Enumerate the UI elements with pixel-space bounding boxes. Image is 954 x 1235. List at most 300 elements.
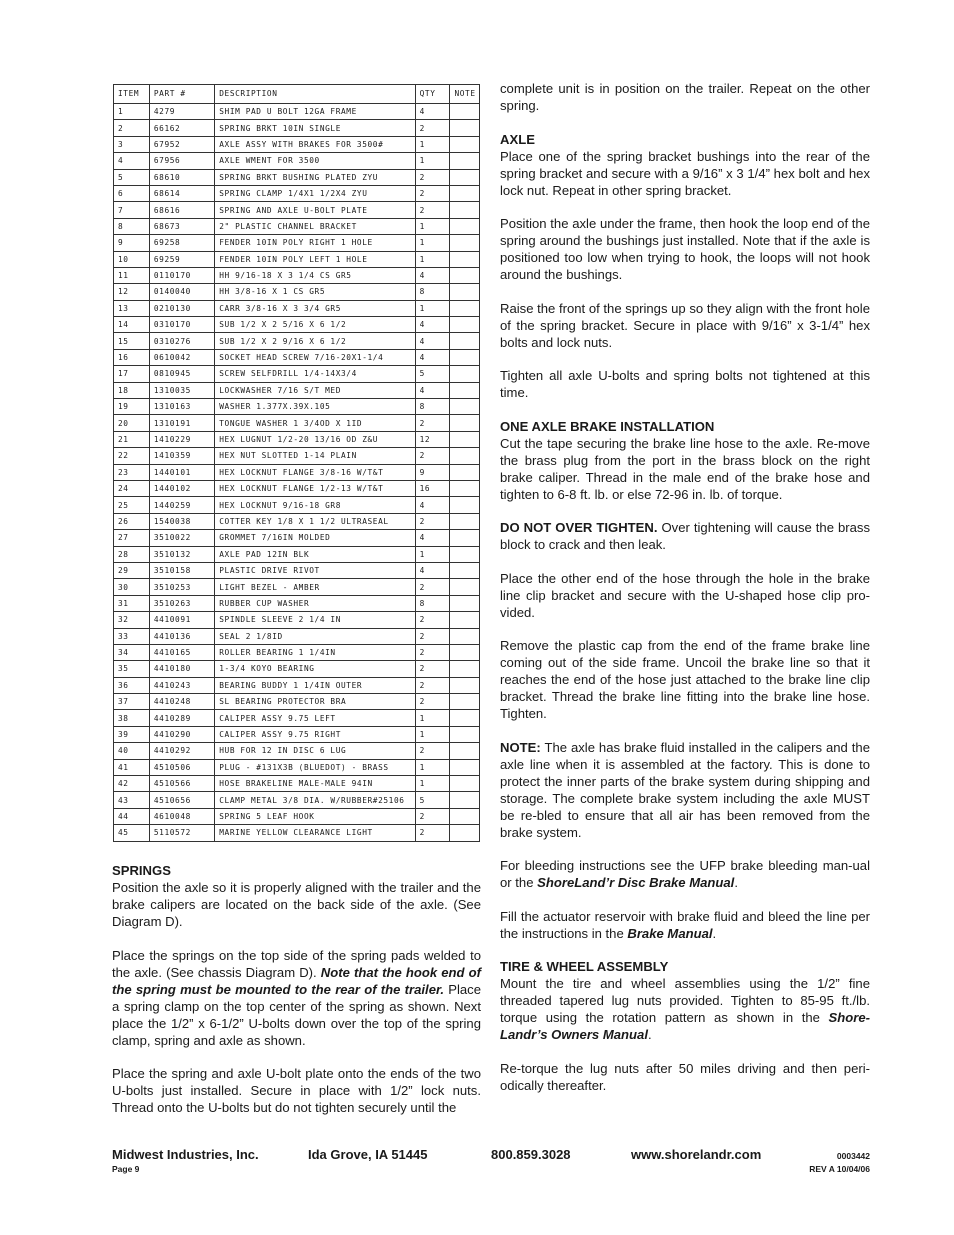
cell-qty: 2	[415, 628, 450, 644]
cell-qty: 1	[415, 136, 450, 152]
cell-qty: 5	[415, 366, 450, 382]
cell-qty: 2	[415, 661, 450, 677]
table-row	[114, 284, 480, 300]
fill-text: Fill the actuator reservoir with brake fluid and bleed the line per the instructions in the	[500, 908, 870, 941]
table-row	[114, 464, 480, 480]
cell-note	[450, 759, 480, 775]
cell-item: 38	[114, 710, 150, 726]
cell-note	[450, 136, 480, 152]
cell-item: 9	[114, 235, 150, 251]
cell-description: FENDER 10IN POLY LEFT 1 HOLE	[215, 251, 415, 267]
axle-heading: AXLE	[500, 131, 535, 147]
cell-qty: 4	[415, 349, 450, 365]
cell-item: 27	[114, 530, 150, 546]
table-row	[114, 317, 480, 333]
table-row	[114, 497, 480, 513]
table-row	[114, 399, 480, 415]
cell-note	[450, 251, 480, 267]
cell-item: 31	[114, 595, 150, 611]
cell-qty: 2	[415, 185, 450, 201]
cell-qty: 2	[415, 612, 450, 628]
cell-item: 5	[114, 169, 150, 185]
cell-description: FENDER 10IN POLY RIGHT 1 HOLE	[215, 235, 415, 251]
cell-qty: 2	[415, 120, 450, 136]
table-row	[114, 579, 480, 595]
table-row	[114, 808, 480, 824]
cell-description: HEX LUGNUT 1/2-20 13/16 OD Z&U	[215, 431, 415, 447]
cell-description: COTTER KEY 1/8 X 1 1/2 ULTRASEAL	[215, 513, 415, 529]
cell-qty: 1	[415, 776, 450, 792]
cell-part: 3510022	[149, 530, 214, 546]
table-row	[114, 235, 480, 251]
brake-heading: ONE AXLE BRAKE INSTALLATION	[500, 418, 715, 434]
cell-item: 29	[114, 562, 150, 578]
table-row	[114, 251, 480, 267]
cell-description: SPINDLE SLEEVE 2 1/4 IN	[215, 612, 415, 628]
cell-part: 5110572	[149, 825, 214, 841]
cell-qty: 5	[415, 792, 450, 808]
cell-note	[450, 776, 480, 792]
cell-description: AXLE PAD 12IN BLK	[215, 546, 415, 562]
cell-part: 69258	[149, 235, 214, 251]
cell-part: 1410229	[149, 431, 214, 447]
cell-note	[450, 382, 480, 398]
cell-item: 11	[114, 267, 150, 283]
cell-description: SL BEARING PROTECTOR BRA	[215, 694, 415, 710]
cell-note	[450, 530, 480, 546]
cell-description: WASHER 1.377X.39X.105	[215, 399, 415, 415]
cell-item: 30	[114, 579, 150, 595]
footer-doc-number: 0003442	[836, 1151, 870, 1161]
cell-qty: 2	[415, 644, 450, 660]
cell-note	[450, 464, 480, 480]
tire-heading: TIRE & WHEEL ASSEMBLY	[500, 959, 669, 974]
note-label: NOTE:	[500, 739, 541, 755]
table-row	[114, 710, 480, 726]
cell-description: 1-3/4 KOYO BEARING	[215, 661, 415, 677]
cell-part: 0110170	[149, 267, 214, 283]
cell-note	[450, 235, 480, 251]
cell-part: 1540038	[149, 513, 214, 529]
continued-paragraph: complete unit is in position on the trailer. Repeat on the other spring.	[500, 81, 870, 113]
cell-note	[450, 399, 480, 415]
table-row	[114, 694, 480, 710]
cell-item: 14	[114, 317, 150, 333]
cell-part: 67956	[149, 153, 214, 169]
cell-qty: 2	[415, 694, 450, 710]
cell-description: AXLE ASSY WITH BRAKES FOR 3500#	[215, 136, 415, 152]
axle-paragraph-1: Place one of the spring bracket bushings into the rear of the spring bracket and secure with a 9/16” x 3 1/4” hex bolt and hex lock nut. Repeat in other spring bracket.	[500, 148, 870, 198]
footer-city: Ida Grove, IA 51445	[308, 1147, 428, 1162]
bleeding-paragraph	[500, 857, 870, 891]
table-row	[114, 726, 480, 742]
header-item: ITEM	[114, 85, 150, 104]
cell-note	[450, 694, 480, 710]
cell-part: 0310276	[149, 333, 214, 349]
table-row	[114, 185, 480, 201]
table-row	[114, 743, 480, 759]
cell-qty: 2	[415, 415, 450, 431]
footer-revision: REV A 10/04/06	[809, 1164, 870, 1174]
cell-note	[450, 825, 480, 841]
cell-description: GROMMET 7/16IN MOLDED	[215, 530, 415, 546]
cell-qty: 1	[415, 710, 450, 726]
cell-note	[450, 710, 480, 726]
cell-note	[450, 185, 480, 201]
cell-item: 4	[114, 153, 150, 169]
cell-note	[450, 677, 480, 693]
cell-description: CLAMP METAL 3/8 DIA. W/RUBBER#25106	[215, 792, 415, 808]
cell-description: SPRING AND AXLE U-BOLT PLATE	[215, 202, 415, 218]
cell-part: 4510656	[149, 792, 214, 808]
note-paragraph	[500, 739, 870, 841]
cell-part: 66162	[149, 120, 214, 136]
cell-part: 0810945	[149, 366, 214, 382]
cell-item: 20	[114, 415, 150, 431]
cell-item: 12	[114, 284, 150, 300]
cell-item: 22	[114, 448, 150, 464]
cell-description: CALIPER ASSY 9.75 LEFT	[215, 710, 415, 726]
cell-note	[450, 284, 480, 300]
tire-paragraph-1	[500, 975, 870, 1043]
cell-qty: 2	[415, 579, 450, 595]
cell-description: LIGHT BEZEL - AMBER	[215, 579, 415, 595]
springs-paragraph-2	[112, 947, 481, 1049]
axle-paragraph-4: Tighten all axle U-bolts and spring bolts not tightened at this time.	[500, 368, 870, 400]
brake-paragraph-2	[500, 519, 870, 553]
footer-phone: 800.859.3028	[491, 1147, 571, 1162]
cell-item: 45	[114, 825, 150, 841]
cell-note	[450, 153, 480, 169]
table-row	[114, 513, 480, 529]
brake-paragraph-4: Remove the plastic cap from the end of the frame brake line coming out of the side frame. Uncoil the brake line so that it reaches the end of the hose just attached to the brake line clip bracket. Thread the brake line fitting into the brake line hose. Tighten.	[500, 638, 870, 721]
cell-description: SCREW SELFDRILL 1/4-14X3/4	[215, 366, 415, 382]
cell-qty: 2	[415, 448, 450, 464]
cell-qty: 1	[415, 153, 450, 169]
cell-description: SHIM PAD U BOLT 12GA FRAME	[215, 104, 415, 120]
table-row	[114, 366, 480, 382]
cell-note	[450, 661, 480, 677]
cell-item: 16	[114, 349, 150, 365]
table-row	[114, 562, 480, 578]
cell-item: 33	[114, 628, 150, 644]
bleeding-text: For bleeding instructions see the UFP brake bleeding man-ual or the	[500, 858, 870, 890]
cell-note	[450, 743, 480, 759]
cell-item: 42	[114, 776, 150, 792]
cell-description: ROLLER BEARING 1 1/4IN	[215, 644, 415, 660]
cell-qty: 4	[415, 497, 450, 513]
cell-item: 10	[114, 251, 150, 267]
cell-item: 32	[114, 612, 150, 628]
cell-qty: 1	[415, 235, 450, 251]
cell-item: 13	[114, 300, 150, 316]
cell-item: 37	[114, 694, 150, 710]
cell-item: 21	[114, 431, 150, 447]
cell-item: 36	[114, 677, 150, 693]
table-row	[114, 480, 480, 496]
disc-brake-manual-ref: ShoreLand’r Disc Brake Manual	[537, 875, 735, 890]
cell-description: HEX LOCKNUT 9/16-18 GR8	[215, 497, 415, 513]
over-tighten-warning: DO NOT OVER TIGHTEN.	[500, 520, 658, 535]
axle-paragraph-2: Position the axle under the frame, then hook the loop end of the spring around the bushings just installed. Note that if the axle is positioned too low when trying to hook, the loops will not hook around the bushings.	[500, 216, 870, 282]
cell-part: 4279	[149, 104, 214, 120]
cell-note	[450, 579, 480, 595]
cell-description: HEX NUT SLOTTED 1-14 PLAIN	[215, 448, 415, 464]
cell-description: PLASTIC DRIVE RIVOT	[215, 562, 415, 578]
cell-part: 1440101	[149, 464, 214, 480]
cell-note	[450, 431, 480, 447]
cell-description: AXLE WMENT FOR 3500	[215, 153, 415, 169]
table-row	[114, 661, 480, 677]
cell-note	[450, 366, 480, 382]
cell-part: 0610042	[149, 349, 214, 365]
cell-description: SPRING 5 LEAF HOOK	[215, 808, 415, 824]
cell-description: SEAL 2 1/8ID	[215, 628, 415, 644]
cell-item: 19	[114, 399, 150, 415]
table-row	[114, 595, 480, 611]
cell-qty: 8	[415, 595, 450, 611]
cell-item: 26	[114, 513, 150, 529]
cell-qty: 4	[415, 267, 450, 283]
cell-description: SOCKET HEAD SCREW 7/16-20X1-1/4	[215, 349, 415, 365]
cell-description: SPRING CLAMP 1/4X1 1/2X4 ZYU	[215, 185, 415, 201]
cell-part: 68614	[149, 185, 214, 201]
cell-qty: 4	[415, 317, 450, 333]
table-row	[114, 104, 480, 120]
header-part: PART #	[149, 85, 214, 104]
cell-note	[450, 317, 480, 333]
cell-part: 68616	[149, 202, 214, 218]
cell-part: 4410180	[149, 661, 214, 677]
cell-note	[450, 792, 480, 808]
cell-qty: 1	[415, 546, 450, 562]
cell-description: 2" PLASTIC CHANNEL BRACKET	[215, 218, 415, 234]
cell-qty: 2	[415, 677, 450, 693]
cell-note	[450, 595, 480, 611]
cell-qty: 2	[415, 169, 450, 185]
tire-text: Mount the tire and wheel assemblies using the 1/2” fine threaded tapered lug nuts provided. Tighten to 85-95 ft./lb. torque using the rotation pattern as shown in the	[500, 976, 870, 1025]
cell-qty: 12	[415, 431, 450, 447]
table-row	[114, 792, 480, 808]
cell-part: 4410289	[149, 710, 214, 726]
cell-description: SPRING BRKT 10IN SINGLE	[215, 120, 415, 136]
cell-note	[450, 546, 480, 562]
cell-part: 4410243	[149, 677, 214, 693]
cell-item: 28	[114, 546, 150, 562]
cell-note	[450, 267, 480, 283]
table-row	[114, 300, 480, 316]
cell-item: 15	[114, 333, 150, 349]
springs-heading: SPRINGS	[112, 863, 171, 878]
cell-qty: 8	[415, 399, 450, 415]
table-row	[114, 169, 480, 185]
cell-description: HEX LOCKNUT FLANGE 1/2-13 W/T&T	[215, 480, 415, 496]
table-row	[114, 448, 480, 464]
cell-qty: 8	[415, 284, 450, 300]
right-text-column	[500, 80, 870, 1110]
cell-qty: 2	[415, 513, 450, 529]
cell-note	[450, 120, 480, 136]
cell-item: 7	[114, 202, 150, 218]
cell-description: SUB 1/2 X 2 5/16 X 6 1/2	[215, 317, 415, 333]
cell-item: 8	[114, 218, 150, 234]
cell-qty: 9	[415, 464, 450, 480]
cell-note	[450, 448, 480, 464]
table-row	[114, 825, 480, 841]
brake-paragraph-1: Cut the tape securing the brake line hose to the axle. Re-move the brass plug from the port in the brass block on the right brake caliper. Thread in the male end of the brake hose and tighten to 6-8 ft. lb. or else 72-96 in. lb. of torque.	[500, 435, 870, 502]
cell-qty: 1	[415, 726, 450, 742]
parts-table	[113, 84, 480, 842]
cell-description: TONGUE WASHER 1 3/4OD X 1ID	[215, 415, 415, 431]
cell-qty: 2	[415, 825, 450, 841]
footer-company: Midwest Industries, Inc.	[112, 1147, 259, 1162]
cell-note	[450, 808, 480, 824]
parts-table-body	[114, 104, 480, 842]
cell-item: 40	[114, 743, 150, 759]
cell-qty: 1	[415, 218, 450, 234]
header-description: DESCRIPTION	[215, 85, 415, 104]
springs-p2-text-end: Place a spring clamp on the top center of the spring as shown. Next place the 1/2” x 6-1/2” U-bolts down over the top of the spring clamp, spring and axle as shown.	[112, 981, 481, 1048]
cell-item: 6	[114, 185, 150, 201]
table-row	[114, 776, 480, 792]
table-row	[114, 415, 480, 431]
cell-qty: 4	[415, 562, 450, 578]
cell-description: HH 3/8-16 X 1 CS GR5	[215, 284, 415, 300]
cell-description: HUB FOR 12 IN DISC 6 LUG	[215, 743, 415, 759]
cell-note	[450, 513, 480, 529]
cell-note	[450, 497, 480, 513]
cell-qty: 4	[415, 104, 450, 120]
cell-part: 1410359	[149, 448, 214, 464]
cell-item: 2	[114, 120, 150, 136]
cell-description: BEARING BUDDY 1 1/4IN OUTER	[215, 677, 415, 693]
tire-paragraph-2: Re-torque the lug nuts after 50 miles driving and then peri-odically thereafter.	[500, 1060, 870, 1093]
cell-part: 0210130	[149, 300, 214, 316]
cell-part: 0140040	[149, 284, 214, 300]
cell-qty: 2	[415, 202, 450, 218]
table-row	[114, 218, 480, 234]
fill-text-end: .	[712, 925, 717, 941]
cell-note	[450, 726, 480, 742]
cell-item: 39	[114, 726, 150, 742]
cell-item: 44	[114, 808, 150, 824]
cell-qty: 1	[415, 759, 450, 775]
cell-note	[450, 218, 480, 234]
table-row	[114, 431, 480, 447]
footer-page-number: Page 9	[112, 1164, 140, 1174]
cell-item: 3	[114, 136, 150, 152]
springs-p2-text: Place the springs on the top side of the spring pads welded to the axle. (See chassis Diagram D).	[112, 947, 481, 980]
table-row	[114, 612, 480, 628]
table-row	[114, 349, 480, 365]
cell-item: 1	[114, 104, 150, 120]
cell-description: MARINE YELLOW CLEARANCE LIGHT	[215, 825, 415, 841]
cell-part: 4510566	[149, 776, 214, 792]
cell-description: RUBBER CUP WASHER	[215, 595, 415, 611]
cell-part: 3510158	[149, 562, 214, 578]
table-row	[114, 628, 480, 644]
footer-website: www.shorelandr.com	[631, 1147, 762, 1162]
cell-note	[450, 300, 480, 316]
table-row	[114, 759, 480, 775]
axle-paragraph-3: Raise the front of the springs up so they align with the front hole of the spring bracket. Secure in place with 9/16” x 3-1/4” hex bolts and lock nuts.	[500, 300, 870, 350]
cell-part: 4410290	[149, 726, 214, 742]
table-row	[114, 120, 480, 136]
cell-part: 69259	[149, 251, 214, 267]
table-row	[114, 546, 480, 562]
owners-manual-ref: Shore-Landr’s Owners Manual	[500, 1010, 870, 1042]
cell-note	[450, 562, 480, 578]
table-row	[114, 382, 480, 398]
cell-note	[450, 415, 480, 431]
bleeding-text-end: .	[734, 875, 738, 890]
cell-part: 1310163	[149, 399, 214, 415]
brake-paragraph-3: Place the other end of the hose through the hole in the brake line clip bracket and secure with the U-shaped hose clip pro-vided.	[500, 570, 870, 620]
cell-item: 25	[114, 497, 150, 513]
left-text-column	[112, 862, 481, 1133]
cell-qty: 16	[415, 480, 450, 496]
cell-qty: 4	[415, 530, 450, 546]
brake-p2-text: Over tightening will cause the brass block to crack and then leak.	[500, 520, 870, 552]
cell-note	[450, 169, 480, 185]
cell-note	[450, 104, 480, 120]
cell-note	[450, 480, 480, 496]
cell-item: 24	[114, 480, 150, 496]
springs-paragraph-3: Place the spring and axle U-bolt plate onto the ends of the two U-bolts just installed. Secure in place with 1/2” lock nuts. Thread onto the U-bolts but do not tighten securely until the	[112, 1066, 481, 1115]
cell-qty: 1	[415, 251, 450, 267]
cell-part: 4410136	[149, 628, 214, 644]
cell-part: 4410292	[149, 743, 214, 759]
cell-description: HH 9/16-18 X 3 1/4 CS GR5	[215, 267, 415, 283]
cell-item: 43	[114, 792, 150, 808]
cell-part: 1440102	[149, 480, 214, 496]
cell-note	[450, 612, 480, 628]
table-row	[114, 333, 480, 349]
cell-item: 41	[114, 759, 150, 775]
cell-part: 3510132	[149, 546, 214, 562]
cell-note	[450, 333, 480, 349]
cell-qty: 4	[415, 333, 450, 349]
cell-part: 4410091	[149, 612, 214, 628]
table-row	[114, 136, 480, 152]
cell-description: SUB 1/2 X 2 9/16 X 6 1/2	[215, 333, 415, 349]
cell-description: SPRING BRKT BUSHING PLATED ZYU	[215, 169, 415, 185]
cell-part: 67952	[149, 136, 214, 152]
cell-note	[450, 202, 480, 218]
cell-part: 4410248	[149, 694, 214, 710]
table-row	[114, 153, 480, 169]
cell-item: 35	[114, 661, 150, 677]
table-row	[114, 202, 480, 218]
fill-paragraph	[500, 908, 870, 942]
cell-item: 34	[114, 644, 150, 660]
tire-text-end: .	[647, 1027, 652, 1042]
header-qty: QTY	[415, 85, 450, 104]
cell-part: 1440259	[149, 497, 214, 513]
cell-description: HOSE BRAKELINE MALE-MALE 94IN	[215, 776, 415, 792]
cell-description: LOCKWASHER 7/16 S/T MED	[215, 382, 415, 398]
table-header-row	[114, 85, 480, 104]
cell-item: 17	[114, 366, 150, 382]
cell-note	[450, 628, 480, 644]
header-note: NOTE	[450, 85, 480, 104]
cell-description: PLUG - #131X3B (BLUEDOT) - BRASS	[215, 759, 415, 775]
table-row	[114, 644, 480, 660]
springs-p2-emphasis: Note that the hook end of the spring must be mounted to the rear of the trailer.	[112, 964, 481, 997]
cell-item: 23	[114, 464, 150, 480]
cell-part: 4510506	[149, 759, 214, 775]
cell-description: HEX LOCKNUT FLANGE 3/8-16 W/T&T	[215, 464, 415, 480]
